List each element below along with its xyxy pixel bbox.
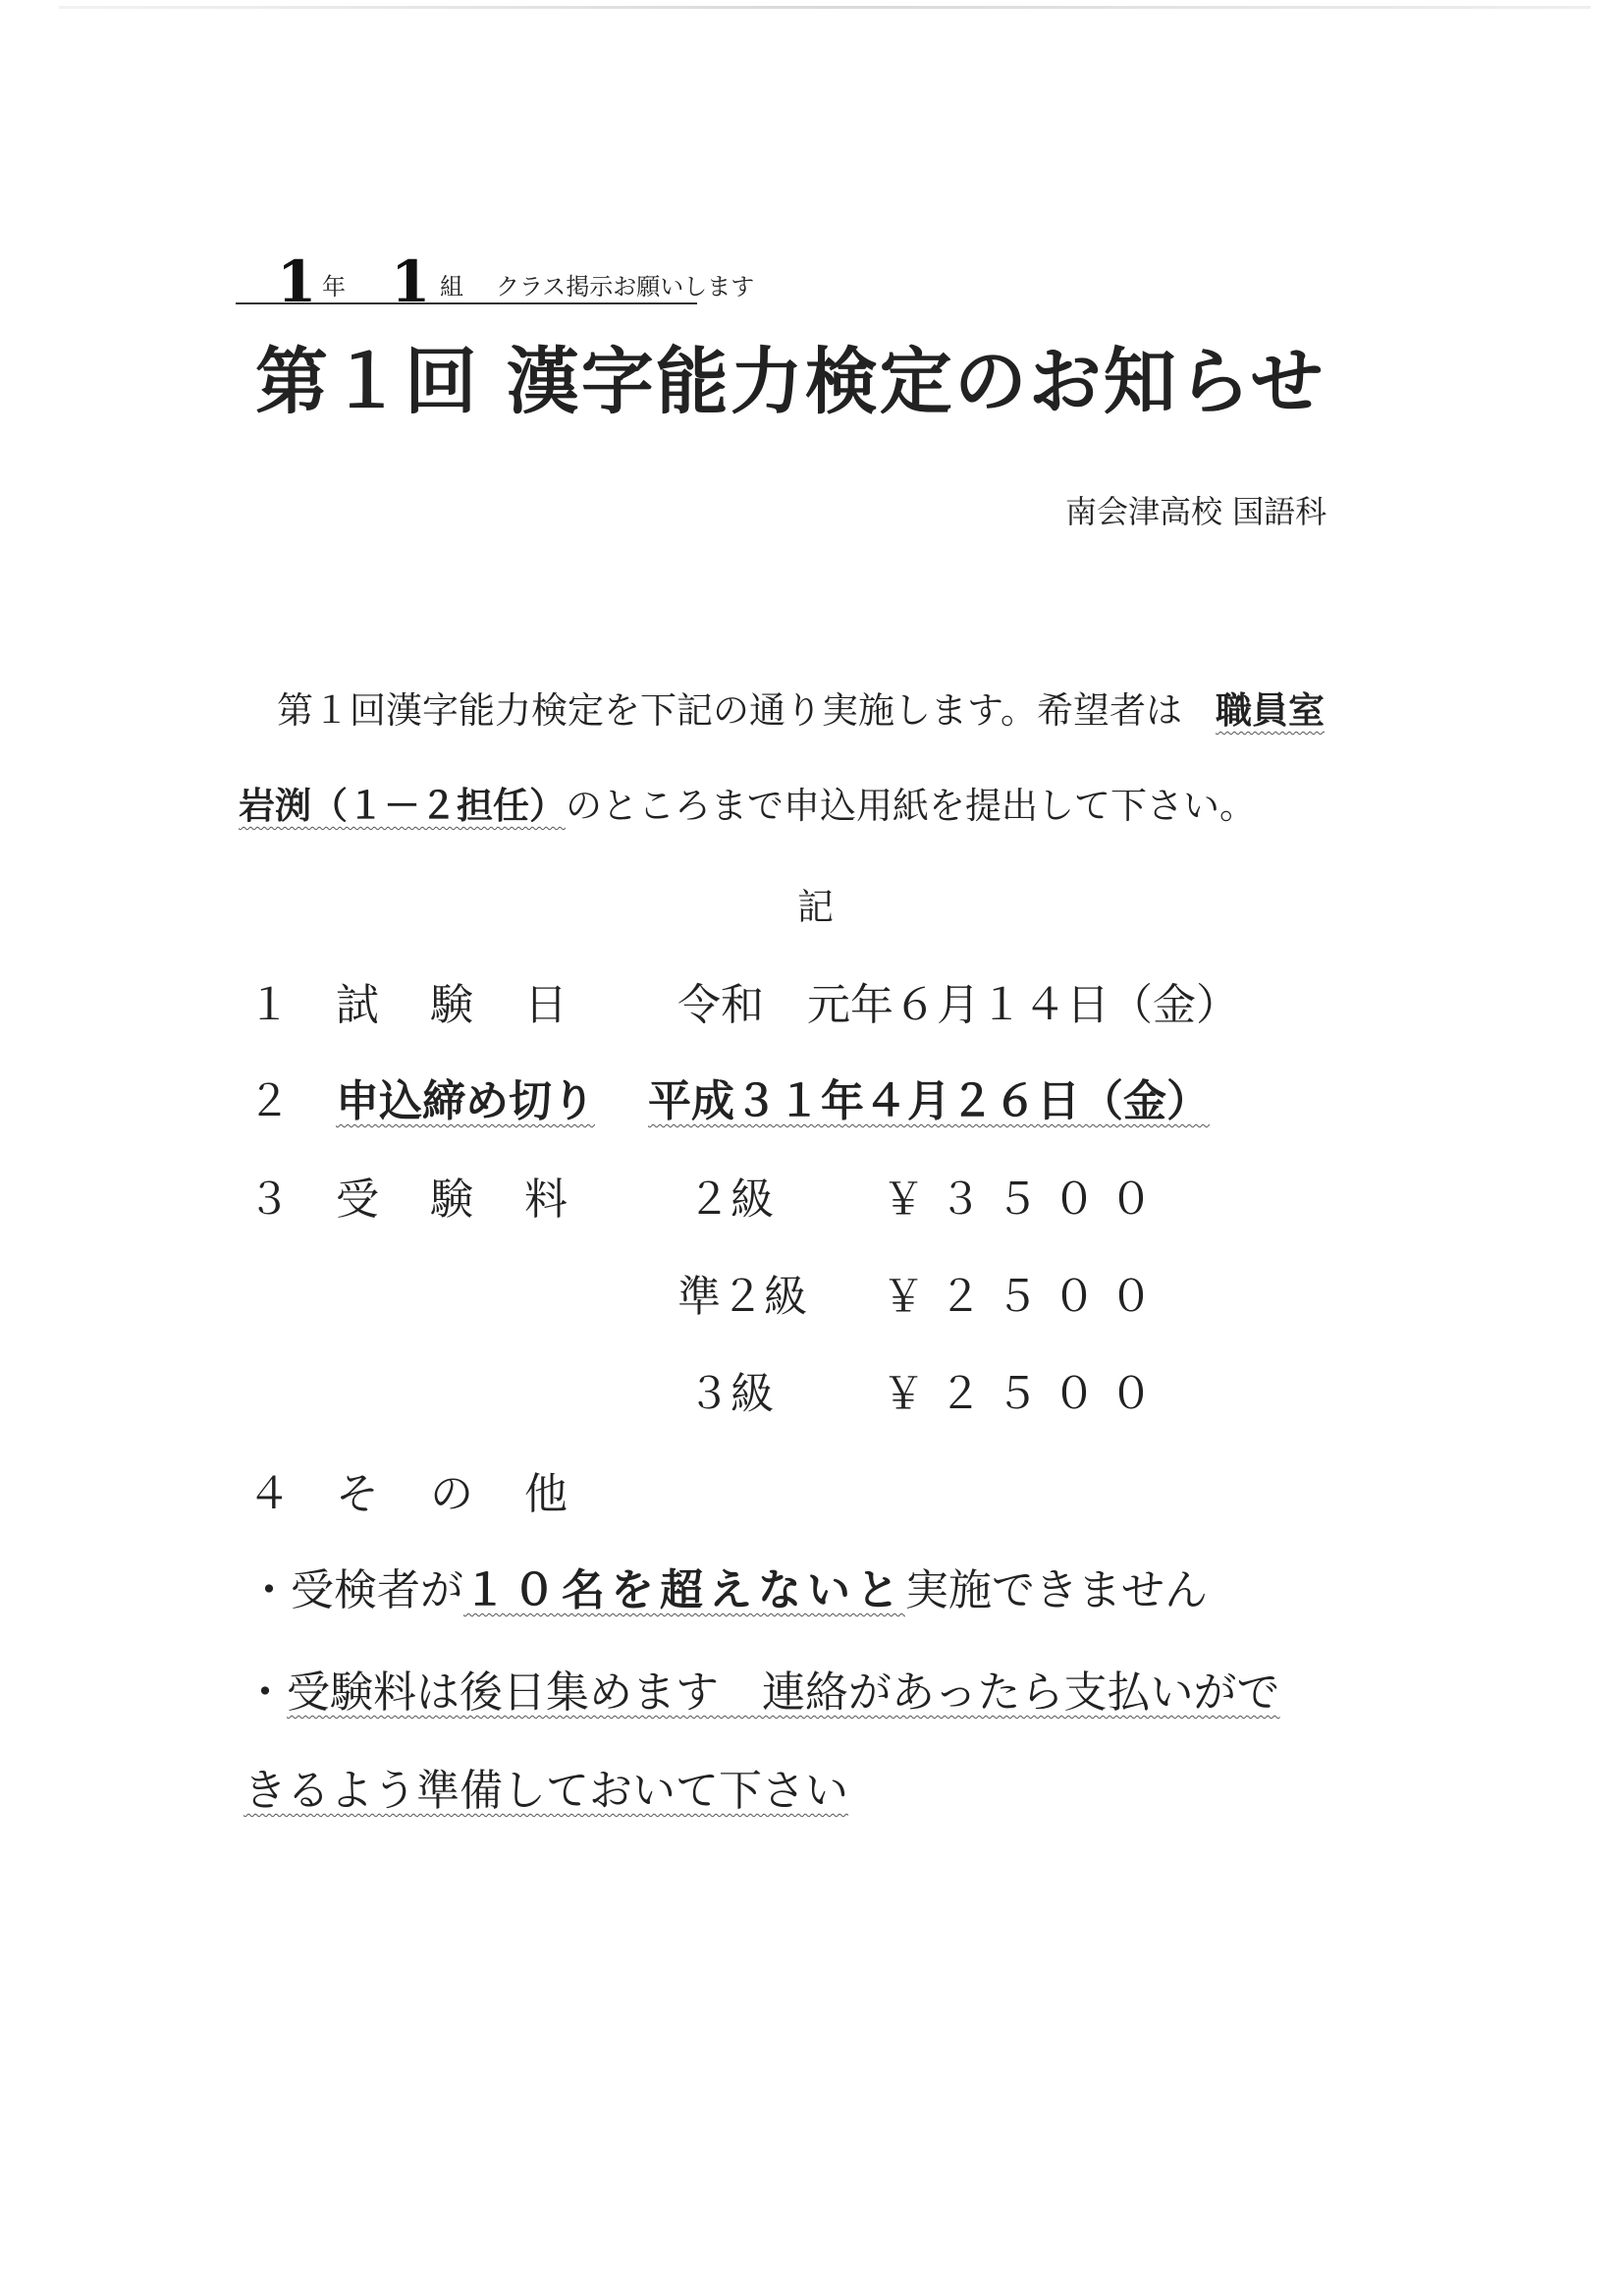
intro-line-1	[277, 689, 1325, 732]
intro-line-2	[239, 785, 1256, 827]
ki-mark: 記	[797, 886, 834, 928]
note-2-cont: きるよう準備しておいて下さい	[243, 1766, 848, 1816]
request-text: クラス掲示お願いします	[496, 273, 755, 301]
fee-price: ￥２５００	[882, 1369, 1166, 1419]
item2-number: ２	[247, 1076, 291, 1126]
class-posting-line	[236, 248, 825, 315]
note-2-prefix: ・	[243, 1667, 287, 1718]
page-title: 第１回 漢字能力検定のお知らせ	[255, 340, 1325, 424]
note-2-continuation	[243, 1766, 848, 1816]
note-1-prefix: ・受検者が	[247, 1565, 463, 1615]
note-1-suffix: 実施できません	[905, 1565, 1208, 1615]
note-2-highlight: 受験料は後日集めます 連絡があったら支払いがで	[287, 1667, 1280, 1718]
item1-value: 令和 元年６月１４日（金）	[677, 980, 1239, 1030]
item2-row	[336, 1076, 1210, 1126]
intro-line-1-highlight: 職員室	[1216, 689, 1325, 732]
item3-label: 受験料	[336, 1175, 619, 1225]
fee-level: ２級	[687, 1175, 774, 1225]
item1-number: １	[247, 980, 291, 1030]
grade-label: 年	[322, 273, 346, 301]
fee-price: ￥２５００	[882, 1272, 1166, 1322]
item1-label: 試験日	[336, 980, 619, 1030]
organization: 南会津高校 国語科	[1065, 493, 1327, 530]
class-label: 組	[440, 273, 463, 301]
note-2	[243, 1667, 1280, 1718]
item3-number: ３	[247, 1175, 291, 1225]
note-1-highlight: １０名を超えないと	[463, 1565, 905, 1615]
item2-value: 平成３１年４月２６日（金）	[648, 1076, 1210, 1126]
fee-level: 準２級	[677, 1272, 807, 1322]
intro-line-1-text: 第１回漢字能力検定を下記の通り実施します。希望者は	[277, 689, 1183, 732]
fee-level: ３級	[687, 1369, 774, 1419]
class-handwritten: 1	[391, 248, 431, 315]
intro-line-2-text: のところまで申込用紙を提出して下さい。	[566, 785, 1256, 827]
item4-number: ４	[247, 1469, 291, 1519]
item4-label: その他	[336, 1469, 619, 1519]
scan-edge	[59, 6, 1591, 9]
grade-handwritten: 1	[277, 248, 317, 315]
item2-label: 申込締め切り	[336, 1076, 595, 1126]
intro-line-2-highlight: 岩渕（１－２担任）	[239, 785, 566, 827]
fee-price: ￥３５００	[882, 1175, 1166, 1225]
note-1	[247, 1565, 1208, 1615]
class-underline	[461, 302, 697, 304]
